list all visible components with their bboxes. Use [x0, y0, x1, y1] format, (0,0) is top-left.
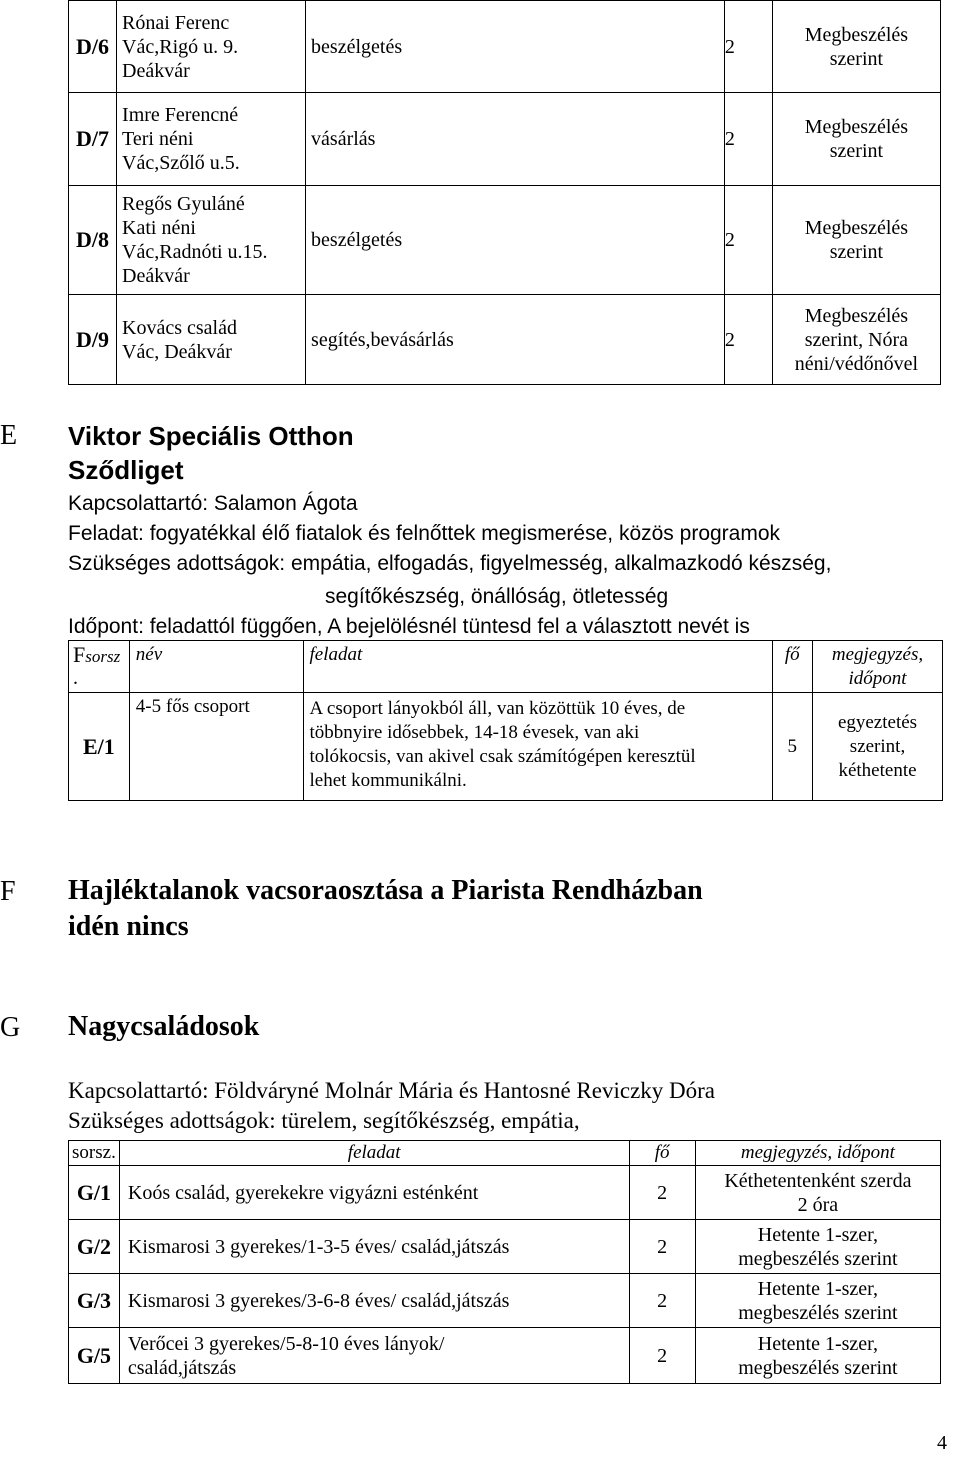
name-line: Teri néni [122, 128, 194, 150]
note-line: szerint, Nóra [804, 328, 909, 351]
header-megjegyzes: megjegyzés, időpont [695, 1141, 940, 1166]
page-number: 4 [937, 1432, 947, 1454]
row-code: G/2 [69, 1220, 120, 1274]
count-cell: 5 [772, 693, 812, 801]
table-row [69, 93, 941, 186]
note-cell [772, 93, 940, 186]
group-name: 4-5 fős csoport [129, 693, 303, 801]
note-cell [772, 186, 940, 295]
table-row [69, 1328, 941, 1384]
contact-line: Kapcsolattartó: Salamon Ágota [68, 492, 358, 515]
name-line: Kovács család [122, 316, 237, 339]
row-code: D/7 [69, 93, 117, 186]
name-line: Vác, Deákvár [122, 340, 232, 363]
table-row [69, 693, 943, 801]
task-cell: Koós család, gyerekekre vigyázni esténként [119, 1166, 629, 1220]
table-header-row [69, 641, 943, 693]
section-title: Viktor Speciális Otthon [68, 421, 354, 451]
row-code: D/8 [69, 186, 117, 295]
note-cell: Hetente 1-szer, megbeszélés szerint [695, 1328, 940, 1384]
note-cell [772, 295, 940, 385]
note-line: szerint [829, 47, 884, 70]
count-cell: 2 [724, 186, 772, 295]
header-sorsz: sorsz. [69, 1141, 120, 1166]
table-header-row [69, 1141, 941, 1166]
header-fo: fő [629, 1141, 695, 1166]
person-name [117, 1, 306, 93]
task-cell: Kismarosi 3 gyerekes/1-3-5 éves/ család,játszás [119, 1220, 629, 1274]
note-cell: Hetente 1-szer, megbeszélés szerint [695, 1220, 940, 1274]
note-cell: egyeztetés szerint, kéthetente [813, 693, 943, 801]
task-cell: Verőcei 3 gyerekes/5-8-10 éves lányok/ család,játszás [119, 1328, 629, 1384]
count-cell: 2 [724, 93, 772, 186]
person-name [117, 93, 306, 186]
section-letter: E [0, 420, 18, 451]
note-line: Megbeszélés [804, 116, 909, 138]
table-row [69, 1274, 941, 1328]
table-row [69, 1, 941, 93]
section-letter: F [0, 876, 16, 907]
count-cell: 2 [629, 1328, 695, 1384]
table-g [68, 1140, 941, 1384]
row-code: G/1 [69, 1166, 120, 1220]
name-line: Deákvár [122, 59, 190, 82]
row-code: E/1 [69, 693, 130, 801]
note-cell: Kéthetentenként szerda 2 óra [695, 1166, 940, 1220]
skills-line-continued: segítőkészség, önállóság, ötletesség [325, 585, 669, 608]
count-cell: 2 [629, 1274, 695, 1328]
task-cell: segítés,bevásárlás [306, 295, 725, 385]
section-subtitle: idén nincs [68, 911, 189, 942]
note-line: Megbeszélés [804, 217, 909, 239]
person-name [117, 186, 306, 295]
name-line: Imre Ferencné [122, 104, 239, 126]
count-cell: 2 [724, 1, 772, 93]
person-name [117, 295, 306, 385]
name-line: Deákvár [122, 265, 190, 287]
header-fo: fő [772, 641, 812, 693]
table-e [68, 640, 943, 801]
task-description: A csoport lányokból áll, van közöttük 10 éves, de többnyire idősebbek, 14-18 évesek, van aki tolókocsis, van akivel csak számítógépen keresztül lehet kommunikálni. [303, 693, 772, 801]
section-subtitle: Sződliget [68, 455, 184, 485]
header-feladat: feladat [119, 1141, 629, 1166]
note-cell: Hetente 1-szer, megbeszélés szerint [695, 1274, 940, 1328]
note-line: szerint [829, 241, 884, 263]
time-line: Időpont: feladattól függően, A bejelölésnél tüntesd fel a választott nevét is [68, 615, 750, 638]
task-cell: beszélgetés [306, 186, 725, 295]
row-code: D/9 [69, 295, 117, 385]
section-title: Nagycsaládosok [68, 1011, 260, 1042]
section-title: Hajléktalanok vacsoraosztása a Piarista Rendházban [68, 875, 703, 906]
count-cell: 2 [724, 295, 772, 385]
row-code: G/3 [69, 1274, 120, 1328]
task-cell: vásárlás [306, 93, 725, 186]
header-megjegyzes: megjegyzés, időpont [813, 641, 943, 693]
name-line: Regős Gyuláné [122, 193, 245, 215]
table-row [69, 1166, 941, 1220]
note-line: Megbeszélés [804, 304, 909, 327]
name-line: Vác,Radnóti u.15. [122, 241, 268, 263]
table-row [69, 295, 941, 385]
name-line: Vác,Szőlő u.5. [122, 152, 240, 174]
count-cell: 2 [629, 1166, 695, 1220]
row-code: D/6 [69, 1, 117, 93]
note-line: néni/védőnővel [794, 352, 919, 375]
name-line: Vác,Rigó u. 9. [122, 35, 239, 58]
header-nev: név [129, 641, 303, 693]
row-code: G/5 [69, 1328, 120, 1384]
skills-line: Szükséges adottságok: empátia, elfogadás, figyelmesség, alkalmazkodó készség, [68, 552, 832, 575]
note-line: szerint [829, 140, 884, 162]
section-letter: G [0, 1012, 21, 1043]
table-d [68, 0, 941, 385]
note-cell [772, 1, 940, 93]
name-line: Kati néni [122, 217, 196, 239]
task-line: Feladat: fogyatékkal élő fiatalok és felnőttek megismerése, közös programok [68, 522, 781, 545]
contact-line: Kapcsolattartó: Földváryné Molnár Mária és Hantosné Reviczky Dóra [68, 1078, 715, 1103]
note-line: Megbeszélés [804, 23, 909, 46]
count-cell: 2 [629, 1220, 695, 1274]
task-cell: Kismarosi 3 gyerekes/3-6-8 éves/ család,játszás [119, 1274, 629, 1328]
header-feladat: feladat [303, 641, 772, 693]
table-row [69, 186, 941, 295]
task-cell: beszélgetés [306, 1, 725, 93]
skills-line: Szükséges adottságok: türelem, segítőkészség, empátia, [68, 1108, 580, 1133]
header-sorsz: Fsorsz . [69, 641, 130, 693]
table-row [69, 1220, 941, 1274]
name-line: Rónai Ferenc [122, 11, 230, 34]
